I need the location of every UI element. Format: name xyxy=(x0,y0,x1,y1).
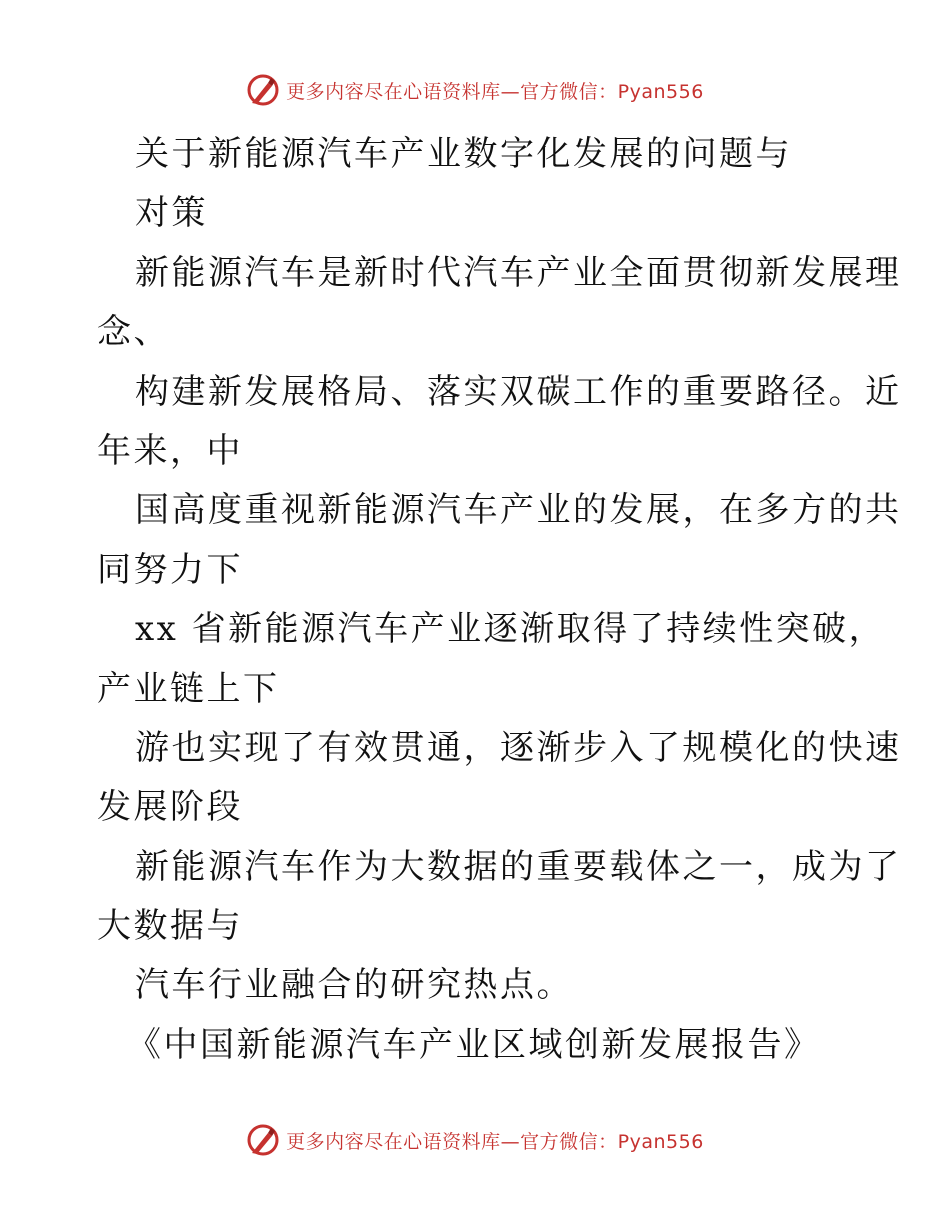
watermark-text: 更多内容尽在心语资料库—官方微信：Pyan556 xyxy=(286,1130,704,1153)
text-line: 同努力下 xyxy=(97,549,243,590)
text-line: 游也实现了有效贯通，逐渐步入了规模化的快速 xyxy=(135,727,902,768)
document-body xyxy=(97,125,902,1075)
footer-watermark xyxy=(0,1120,950,1160)
text-line: 新能源汽车作为大数据的重要载体之一，成为了 xyxy=(135,846,902,887)
book-title-line: 《中国新能源汽车产业区域创新发展报告》 xyxy=(127,1024,821,1065)
text-line: 念、 xyxy=(97,312,170,353)
text-line: 汽车行业融合的研究热点。 xyxy=(135,965,573,1006)
text-line: 国高度重视新能源汽车产业的发展，在多方的共 xyxy=(135,490,902,531)
text-line: xx 省新能源汽车产业逐渐取得了持续性突破， xyxy=(135,609,886,650)
text-line: 发展阶段 xyxy=(97,787,243,828)
title-line-1: 关于新能源汽车产业数字化发展的问题与 xyxy=(135,134,792,174)
header-watermark xyxy=(0,70,950,110)
watermark-text: 更多内容尽在心语资料库—官方微信：Pyan556 xyxy=(286,80,704,103)
pen-circle-icon xyxy=(246,1123,280,1157)
title-line-2: 对策 xyxy=(135,193,208,234)
text-line: 年来，中 xyxy=(97,430,243,471)
text-line: 大数据与 xyxy=(97,906,243,947)
pen-circle-icon xyxy=(246,73,280,107)
text-line: 构建新发展格局、落实双碳工作的重要路径。近 xyxy=(135,371,902,412)
text-line: 新能源汽车是新时代汽车产业全面贯彻新发展理 xyxy=(135,252,902,293)
text-line: 产业链上下 xyxy=(97,668,280,709)
